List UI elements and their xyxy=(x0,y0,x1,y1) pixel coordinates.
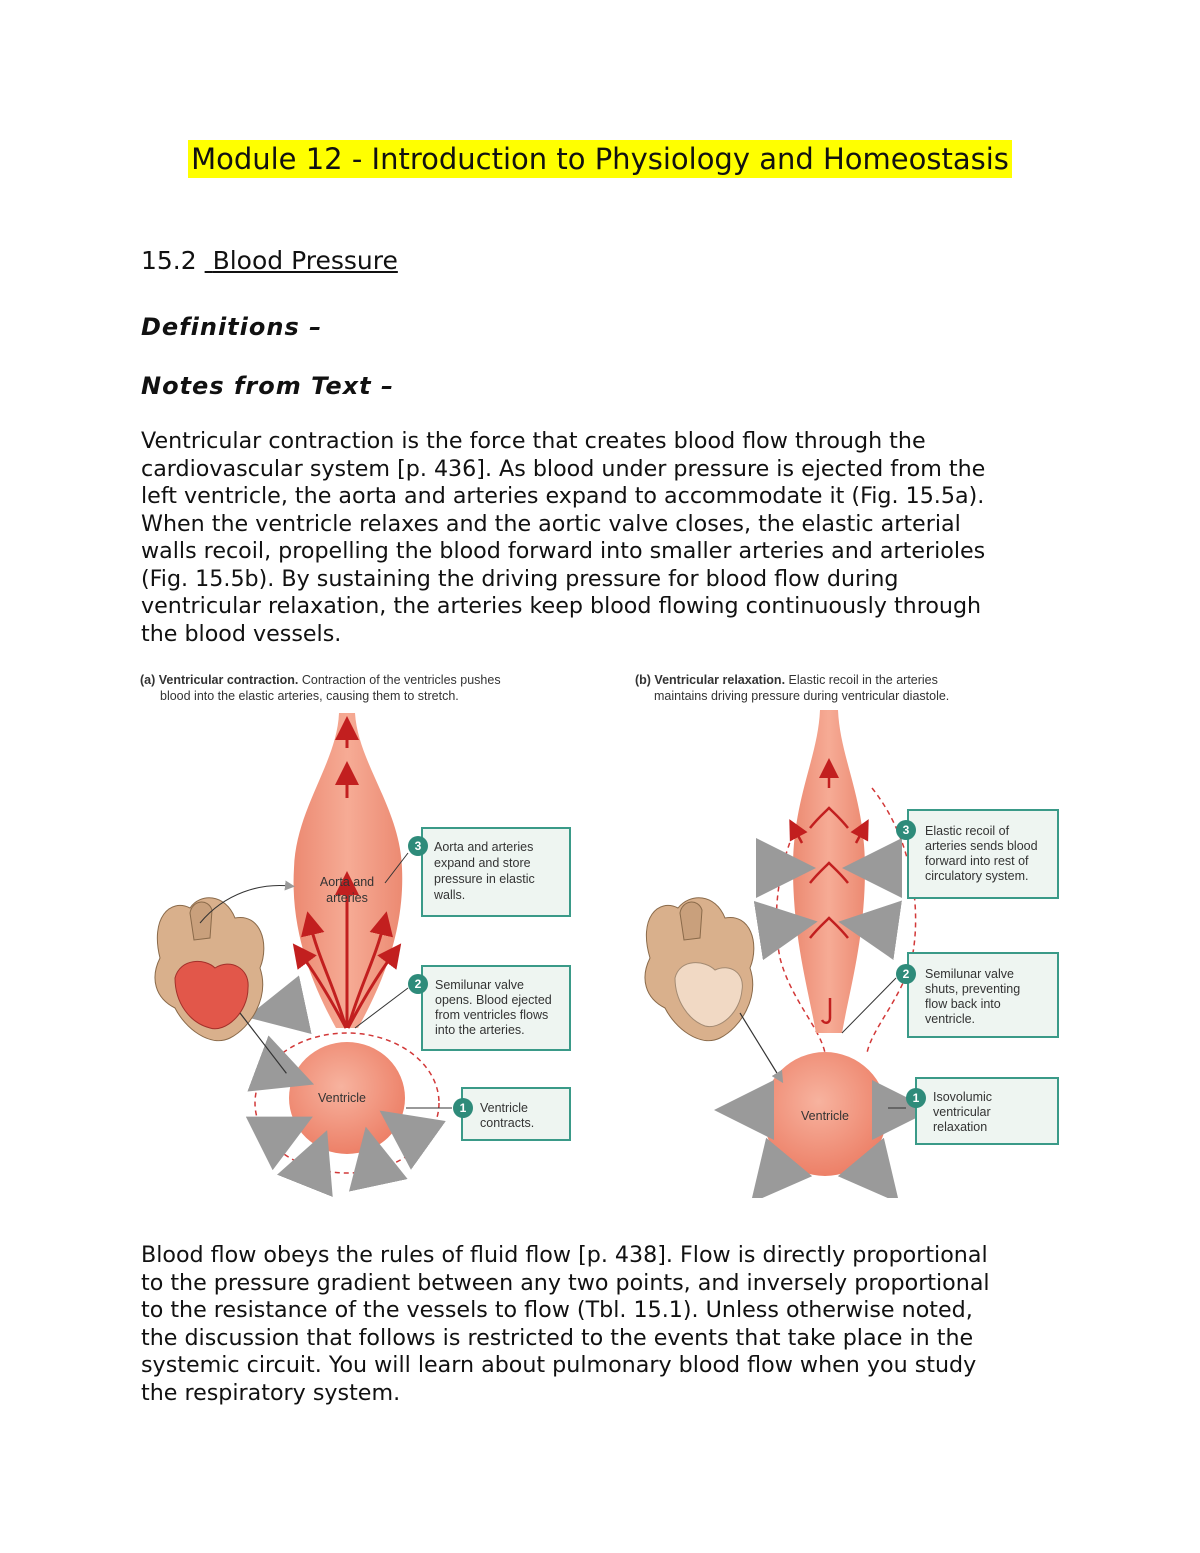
panel-b-caption-line2: maintains driving pressure during ventricular diastole. xyxy=(654,689,950,703)
pointer-arrow-b xyxy=(740,1013,780,1078)
svg-text:contracts.: contracts. xyxy=(480,1116,535,1130)
p1-line: cardiovascular system [p. 436]. As blood under pressure is ejected from the xyxy=(141,455,986,482)
vessel-label-a-2: arteries xyxy=(326,891,368,905)
svg-text:Semilunar valve: Semilunar valve xyxy=(435,978,524,992)
svg-text:Isovolumic: Isovolumic xyxy=(933,1090,993,1104)
svg-text:pressure in elastic: pressure in elastic xyxy=(434,872,535,886)
aorta-vessel-b xyxy=(793,710,865,1033)
svg-text:ventricular: ventricular xyxy=(933,1105,991,1119)
svg-text:3: 3 xyxy=(902,823,910,837)
title-wrap xyxy=(0,140,1200,178)
svg-text:shuts, preventing: shuts, preventing xyxy=(925,982,1021,996)
paragraph-2 xyxy=(141,1242,1071,1407)
section-number: 15.2 xyxy=(141,246,197,275)
p1-line: walls recoil, propelling the blood forward into smaller arteries and arterioles xyxy=(141,538,986,564)
svg-text:1: 1 xyxy=(912,1091,920,1105)
svg-text:Elastic recoil of: Elastic recoil of xyxy=(925,824,1010,838)
step-box-a-2 xyxy=(355,966,570,1050)
p1-line: the blood vessels. xyxy=(141,620,342,647)
module-title: Module 12 - Introduction to Physiology and Homeostasis xyxy=(188,140,1012,178)
p2-line: Blood flow obeys the rules of fluid flow [p. 438]. Flow is directly proportional xyxy=(141,1242,988,1268)
p1-line: left ventricle, the aorta and arteries expand to accommodate it (Fig. 15.5a). xyxy=(141,483,985,509)
panel-a xyxy=(140,673,570,1173)
step-box-a-3 xyxy=(385,828,570,916)
panel-b-caption: (b) Ventricular relaxation. Elastic recoil in the arteries xyxy=(635,673,938,687)
p1-line: When the ventricle relaxes and the aortic valve closes, the elastic arterial xyxy=(141,510,961,537)
p1-line: (Fig. 15.5b). By sustaining the driving pressure for blood flow during xyxy=(141,565,899,592)
figure-blood-pressure xyxy=(130,668,1080,1198)
svg-text:arteries sends blood: arteries sends blood xyxy=(925,839,1038,853)
svg-text:forward into rest of: forward into rest of xyxy=(925,854,1029,868)
svg-text:1: 1 xyxy=(459,1101,467,1115)
svg-text:from ventricles flows: from ventricles flows xyxy=(435,1008,549,1022)
section-title-text: Blood Pressure xyxy=(212,246,398,275)
svg-text:walls.: walls. xyxy=(434,888,466,902)
svg-text:Semilunar valve: Semilunar valve xyxy=(925,967,1014,981)
step-box-b-2 xyxy=(842,953,1058,1037)
heart-icon-b xyxy=(645,898,754,1041)
notes-heading: Notes from Text – xyxy=(141,372,394,400)
svg-text:ventricle.: ventricle. xyxy=(925,1012,976,1026)
svg-text:3: 3 xyxy=(414,839,422,853)
definitions-heading: Definitions – xyxy=(141,313,323,341)
section-heading xyxy=(141,245,398,277)
p1-line: ventricular relaxation, the arteries keep blood flowing continuously through xyxy=(141,593,982,619)
ventricle-label-b: Ventricle xyxy=(801,1109,849,1123)
panel-a-caption: (a) Ventricular contraction. Contraction of the ventricles pushes xyxy=(140,673,501,687)
svg-text:into the arteries.: into the arteries. xyxy=(435,1023,525,1037)
p2-line: the respiratory system. xyxy=(141,1379,401,1406)
svg-text:Aorta and arteries: Aorta and arteries xyxy=(434,840,534,854)
vessel-label-a-1: Aorta and xyxy=(319,875,375,889)
svg-text:Ventricle: Ventricle xyxy=(480,1101,528,1115)
paragraph-1 xyxy=(141,428,1071,648)
svg-text:2: 2 xyxy=(414,977,422,991)
p1-line: Ventricular contraction is the force that creates blood flow through the xyxy=(141,428,926,454)
step-box-b-3 xyxy=(896,810,1058,898)
svg-text:circulatory system.: circulatory system. xyxy=(925,869,1029,883)
svg-text:flow back into: flow back into xyxy=(925,997,1001,1011)
svg-text:relaxation: relaxation xyxy=(933,1120,988,1134)
svg-text:expand and store: expand and store xyxy=(434,856,531,870)
svg-text:2: 2 xyxy=(902,967,910,981)
p2-line: the discussion that follows is restricted to the events that take place in the xyxy=(141,1324,974,1351)
panel-b xyxy=(635,673,1058,1180)
pointer-arrow-a-bottom xyxy=(240,1013,290,1078)
p2-line: systemic circuit. You will learn about pulmonary blood flow when you study xyxy=(141,1352,977,1378)
p2-line: to the pressure gradient between any two points, and inversely proportional xyxy=(141,1269,990,1296)
ventricle-label-a: Ventricle xyxy=(318,1091,366,1105)
svg-text:opens. Blood ejected: opens. Blood ejected xyxy=(435,993,552,1007)
section-title xyxy=(205,246,398,275)
heart-icon xyxy=(155,898,264,1041)
p2-line: to the resistance of the vessels to flow (Tbl. 15.1). Unless otherwise noted, xyxy=(141,1297,973,1323)
panel-a-caption-line2: blood into the elastic arteries, causing them to stretch. xyxy=(160,689,459,703)
step-box-b-1 xyxy=(888,1078,1058,1144)
